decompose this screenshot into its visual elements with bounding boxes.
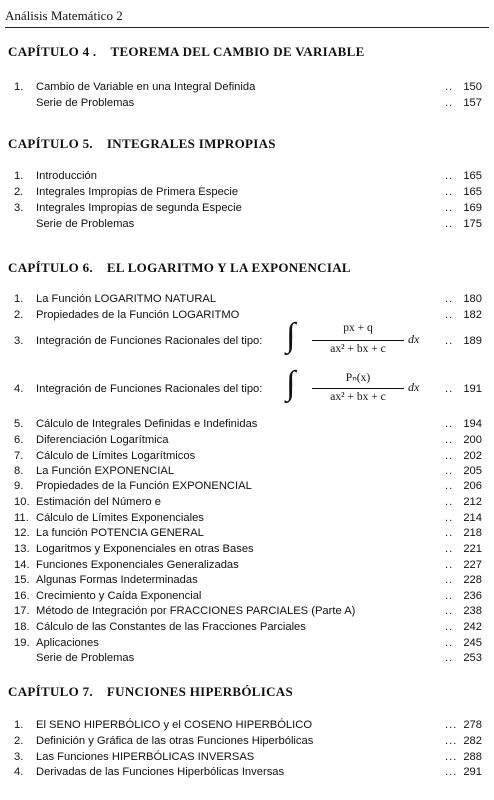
page-number: 194 (463, 418, 482, 430)
page-number: 175 (463, 218, 482, 230)
chapter-label: CAPÍTULO 4 . (8, 44, 97, 59)
chapter-label: CAPÍTULO 5. (8, 136, 93, 151)
toc-entry[interactable]: 10. Estimación del Número e .. 212 (14, 496, 482, 508)
page-number: 182 (463, 309, 482, 321)
rational-integral-formula (286, 317, 436, 362)
toc-entry[interactable]: 7. Cálculo de Límites Logarítmicos .. 202 (14, 450, 482, 462)
toc-entry[interactable]: 11. Cálculo de Límites Exponenciales .. 214 (14, 512, 482, 524)
fraction-bar (312, 388, 404, 389)
toc-entry[interactable]: 15. Algunas Formas Indeterminadas .. 228 (14, 574, 482, 586)
toc-entry[interactable]: 4. Derivadas de las Funciones Hiperbólicas Inversas ... 291 (14, 766, 482, 778)
toc-entry[interactable]: 19. Aplicaciones .. 245 (14, 637, 482, 649)
page-number: 191 (463, 383, 482, 395)
page-number: 206 (463, 480, 482, 492)
toc-entry[interactable]: 16. Crecimiento y Caída Exponencial .. 236 (14, 590, 482, 602)
toc-entry[interactable]: 4. Integración de Funciones Racionales del tipo: .. 191 (14, 383, 482, 395)
page-number: 238 (463, 605, 482, 617)
chapter-7-title (8, 684, 293, 700)
toc-entry[interactable]: 1. Introducción .. 165 (14, 170, 482, 182)
page-number: 228 (463, 574, 482, 586)
toc-entry[interactable]: 2. Definición y Gráfica de las otras Funciones Hiperbólicas ... 282 (14, 735, 482, 747)
toc-entry[interactable]: 8. La Función EXPONENCIAL .. 205 (14, 465, 482, 477)
book-title: Análisis Matemático 2 (5, 8, 123, 23)
formula-denominator: ax² + bx + c (330, 391, 386, 403)
integral-sign: ∫ (286, 317, 296, 354)
page-number: 200 (463, 434, 482, 446)
page-number: 165 (463, 186, 482, 198)
toc-entry[interactable]: 3. Las Funciones HIPERBÓLICAS INVERSAS ... 288 (14, 751, 482, 763)
page-header (5, 8, 489, 28)
toc-entry[interactable]: 2. Integrales Impropias de Primera Especie .. 165 (14, 186, 482, 198)
page-number: 253 (463, 652, 482, 664)
toc-entry[interactable]: 6. Diferenciación Logarítmica .. 200 (14, 434, 482, 446)
page-number: 291 (463, 766, 482, 778)
toc-entry[interactable]: 18. Cálculo de las Constantes de las Fracciones Parciales .. 242 (14, 621, 482, 633)
integral-sign: ∫ (286, 365, 296, 402)
toc-entry[interactable]: 3. Integración de Funciones Racionales del tipo: .. 189 (14, 335, 482, 347)
toc-entry[interactable]: Serie de Problemas .. 175 (36, 218, 482, 230)
formula-differential: dx (408, 332, 420, 346)
toc-entry[interactable]: 12. La función POTENCIA GENERAL .. 218 (14, 527, 482, 539)
formula-numerator: Pₙ(x) (345, 372, 371, 384)
page-number: 157 (463, 97, 482, 109)
formula-numerator: px + q (343, 322, 373, 334)
page-number: 212 (463, 496, 482, 508)
page-number: 202 (463, 450, 482, 462)
toc-entry[interactable]: Serie de Problemas .. 253 (36, 652, 482, 664)
chapter-5-title (8, 136, 276, 152)
page-number: 150 (463, 81, 482, 93)
page-number: 165 (463, 170, 482, 182)
toc-entry[interactable]: 9. Propiedades de la Función EXPONENCIAL .. 206 (14, 480, 482, 492)
page-number: 189 (463, 335, 482, 347)
fraction-bar (312, 340, 404, 341)
toc-entry[interactable]: 17. Método de Integración por FRACCIONES PARCIALES (Parte A) .. 238 (14, 605, 482, 617)
chapter-6-title (8, 260, 351, 276)
page-number: 245 (463, 637, 482, 649)
toc-entry[interactable]: 2. Propiedades de la Función LOGARITMO .. 182 (14, 309, 482, 321)
page-number: 242 (463, 621, 482, 633)
page-number: 221 (463, 543, 482, 555)
chapter-name: EL LOGARITMO Y LA EXPONENCIAL (106, 260, 351, 275)
page-number: 205 (463, 465, 482, 477)
page-number: 288 (463, 751, 482, 763)
page-number: 218 (463, 527, 482, 539)
page-number: 278 (463, 719, 482, 731)
page-number: 180 (463, 293, 482, 305)
toc-entry[interactable]: 1. El SENO HIPERBÓLICO y el COSENO HIPERBÓLICO ... 278 (14, 719, 482, 731)
page-number: 227 (463, 559, 482, 571)
formula-differential: dx (408, 380, 420, 394)
chapter-label: CAPÍTULO 6. (8, 260, 93, 275)
chapter-4-title (8, 44, 365, 60)
page-number: 214 (463, 512, 482, 524)
polynomial-integral-formula (286, 365, 436, 410)
chapter-name: FUNCIONES HIPERBÓLICAS (106, 684, 294, 699)
toc-entry[interactable]: 1. Cambio de Variable en una Integral Definida .. 150 (14, 81, 482, 93)
page-number: 236 (463, 590, 482, 602)
toc-entry[interactable]: Serie de Problemas .. 157 (36, 97, 482, 109)
toc-entry[interactable]: 13. Logaritmos y Exponenciales en otras Bases .. 221 (14, 543, 482, 555)
formula-denominator: ax² + bx + c (330, 343, 386, 355)
chapter-label: CAPÍTULO 7. (8, 684, 93, 699)
toc-entry[interactable]: 5. Cálculo de Integrales Definidas e Indefinidas .. 194 (14, 418, 482, 430)
page-number: 169 (463, 202, 482, 214)
toc-entry[interactable]: 3. Integrales Impropias de segunda Especie .. 169 (14, 202, 482, 214)
toc-entry[interactable]: 1. La Función LOGARITMO NATURAL .. 180 (14, 293, 482, 305)
chapter-name: TEOREMA DEL CAMBIO DE VARIABLE (110, 44, 365, 59)
chapter-name: INTEGRALES IMPROPIAS (106, 136, 276, 151)
page-number: 282 (463, 735, 482, 747)
toc-entry[interactable]: 14. Funciones Exponenciales Generalizadas .. 227 (14, 559, 482, 571)
